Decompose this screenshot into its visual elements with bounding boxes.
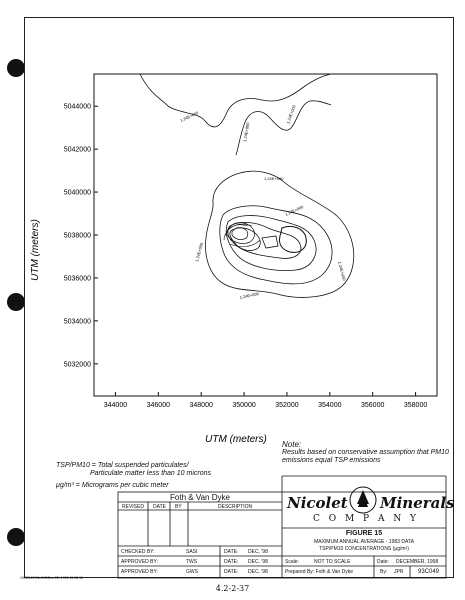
- col-revised: REVISED: [122, 504, 144, 510]
- note-heading: Note:: [282, 440, 302, 449]
- approved-label-1: APPROVED BY:: [121, 559, 158, 565]
- y-tick-label: 5034000: [63, 318, 91, 326]
- date-label-1: DATE:: [224, 549, 239, 555]
- date-main-label: Date:: [377, 559, 389, 565]
- y-tick-label: 5036000: [63, 275, 91, 283]
- x-axis-label: UTM (meters): [205, 434, 267, 445]
- scale-label: Scale:: [285, 559, 299, 565]
- plot-frame: [94, 74, 437, 396]
- date-main: DECEMBER, 1998: [396, 559, 439, 565]
- col-by: BY: [175, 504, 182, 510]
- x-tick-label: 348000: [189, 402, 213, 409]
- contour-core-2: [232, 228, 248, 240]
- y-tick-label: 5038000: [63, 232, 91, 240]
- by-label: By:: [380, 569, 388, 575]
- figure-number: FIGURE 15: [345, 530, 383, 537]
- company-name-left: Nicolet: [287, 494, 348, 512]
- x-tick-label: 354000: [318, 402, 342, 409]
- seal-tree-icon: [357, 490, 369, 507]
- contour-fifth: [230, 228, 260, 251]
- checked-by: SASI: [186, 549, 198, 555]
- site-feature: [262, 236, 278, 248]
- by-value: JPR: [394, 569, 404, 575]
- firm-name: Foth & Van Dyke: [170, 493, 230, 502]
- contour-label-site-2: 1.24E+000: [284, 204, 305, 217]
- abbreviation-legend: [56, 462, 276, 490]
- contour-label-site-4: 1.24E+000: [337, 260, 347, 282]
- company-sub: C O M P A N Y: [312, 514, 420, 524]
- col-date: DATE: [153, 504, 166, 510]
- note-text: Results based on conservative assumption that PM10 emissions equal TSP emissions: [282, 449, 449, 464]
- legend-ugm3: μg/m³ = Micrograms per cubic meter: [56, 482, 169, 489]
- contour-label-site-3: 1.24E+000: [194, 242, 205, 263]
- x-tick-label: 358000: [403, 402, 428, 409]
- x-tick-label: 344000: [103, 402, 128, 409]
- checked-label: CHECKED BY:: [121, 549, 155, 555]
- y-axis-label: UTM (meters): [30, 219, 41, 281]
- y-tick-label: 5040000: [63, 189, 91, 197]
- date-label-3: DATE:: [224, 569, 239, 575]
- approved-by-2: GWS: [186, 569, 198, 575]
- scale-value: NOT TO SCALE: [314, 559, 351, 565]
- y-tick-label: 5032000: [63, 361, 91, 369]
- x-tick-label: 356000: [361, 402, 385, 409]
- contour-label-site-5: 1.24E+000: [239, 291, 260, 300]
- col-description: DESCRIPTION: [218, 504, 253, 510]
- x-tick-label: 350000: [232, 402, 256, 409]
- date-1: DEC. '98: [248, 549, 268, 555]
- prepared-by: Prepared By: Foth & Van Dyke: [285, 569, 353, 575]
- file-path: 193C049\93c049\Dec 28, 1998 15:38:10: [20, 576, 84, 580]
- x-tick-label: 346000: [146, 402, 170, 409]
- contour-label-north-1: 1.24E+000: [179, 110, 200, 123]
- date-label-2: DATE:: [224, 559, 239, 565]
- approved-label-2: APPROVED BY:: [121, 569, 158, 575]
- drawing-number: 93C049: [418, 569, 440, 575]
- date-2: DEC. '98: [248, 559, 268, 565]
- y-tick-label: 5042000: [63, 146, 91, 154]
- approved-by-1: TWS: [186, 559, 198, 565]
- x-tick-label: 352000: [275, 402, 299, 409]
- contour-north-upper: [140, 74, 331, 127]
- site-boundary: [279, 226, 306, 252]
- date-3: DEC. '98: [248, 569, 268, 575]
- figure-caption-2: TSP/PM10 CONCENTRATIONS (μg/m³): [319, 546, 409, 552]
- contour-label-north-2: 1.24E+000: [242, 122, 251, 143]
- legend-tsp: TSP/PM10 = Total suspended particulates/: [56, 462, 189, 469]
- legend-pm: Particulate matter less than 10 microns: [90, 470, 211, 477]
- company-name-right: Minerals: [380, 494, 455, 512]
- contour-north-lower: [236, 101, 331, 155]
- page-number: 4.2-2-37: [215, 584, 250, 593]
- contour-label-north-3: 1.24E+000: [285, 104, 297, 125]
- note-block: [282, 441, 452, 465]
- y-tick-label: 5044000: [63, 103, 91, 111]
- figure-caption-1: MAXIMUM ANNUAL AVERAGE - 1983 DATA: [314, 539, 414, 545]
- contour-label-site-1: 1.24E+000: [264, 176, 284, 181]
